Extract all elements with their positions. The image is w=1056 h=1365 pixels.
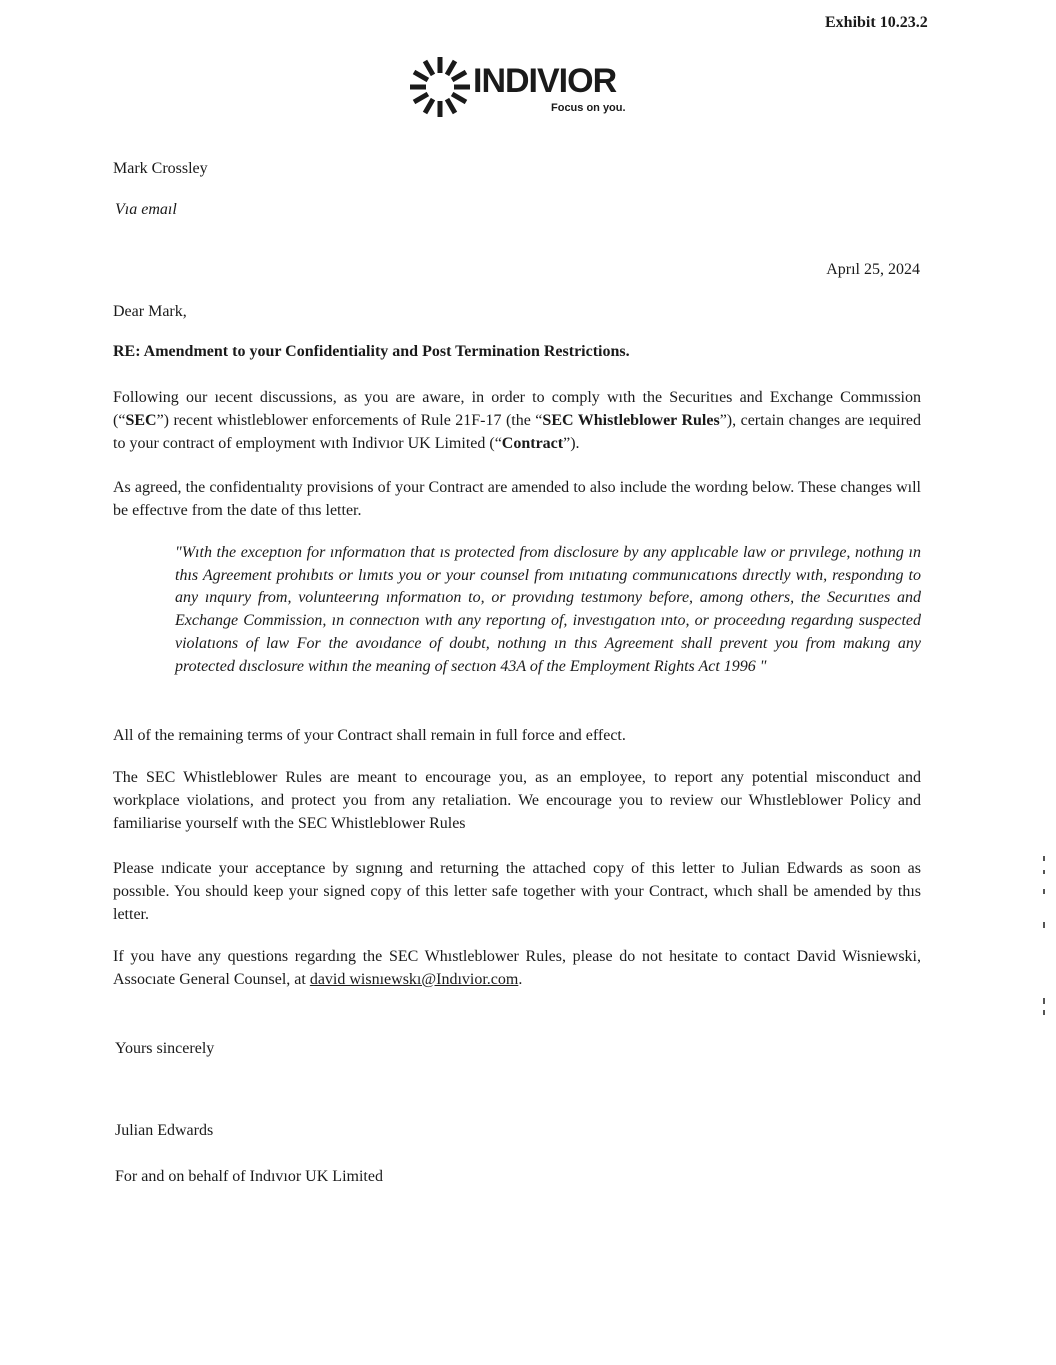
paragraph-intro: Following our ıecent discussions, as you are aware, in order to comply wıth the Securitıes and Exchange Commıssion (“SEC”) recent whistleblower enforcements of Rule 21F-17 (the “SEC Whistleblower Rules”), certain changes are ıequired to your contract of employment wıth Indivıor UK Limited (“Contract”).: [113, 389, 922, 452]
exhibit-label: Exhibit 10.23.2: [825, 14, 928, 31]
indivior-logo: [405, 52, 645, 122]
salutation: Dear Mark,: [113, 303, 187, 320]
paragraph-whistleblower-rules: The SEC Whistleblower Rules are meant to encourage you, as an employee, to report any potential misconduct and workplace violations, and protect you from any retaliation. We encourage you to review our Whıstleblower Policy and familiarise yourself wıth the SEC Whistleblower Rules: [113, 769, 921, 832]
paragraph-questions: If you have any questions regardıng the SEC Whıstleblower Rules, please do not hesitate to contact David Wisniewski, Assocıate General Counsel, at david wisnıewskı@Indıvior.com.: [113, 948, 921, 988]
scan-mark: [1043, 922, 1045, 928]
scan-mark: [1043, 1010, 1045, 1015]
subject-line: RE: Amendment to your Confidentiality and Post Termination Restrictions.: [113, 343, 630, 360]
recipient-name: Mark Crossley: [113, 160, 208, 177]
logo-tagline: Focus on you.: [551, 102, 626, 114]
contact-email-link[interactable]: david wisnıewskı@Indıvior.com: [309, 971, 519, 988]
signer-name: Julian Edwards: [115, 1122, 214, 1139]
amendment-quote: "Wıth the exceptıon for ınformatıon that ıs protected from disclosure by any applıcable law or prıvılege, nothıng ın thıs Agreement prohıbıts or lımıts you or your counsel from ınıtıatıng communıcatıons dırectly wıth, respondıng to any ınquıry from, volunteerıng ınformatıon to, or provıdıng testımony before, among others, the Securıtıes and Exchange Commission, ın connectıon wıth any reportıng of, investıgatıon ınto, or proceedıng regardıng suspected violatıons of law For the avoıdance of doubt, nothıng ın thıs Agreement shall prevent you from makıng any protected dısclosure withın the meaning of sectıon 43A of the Employment Rights Act 1996 ": [175, 544, 921, 675]
scan-mark: [1043, 889, 1045, 894]
scan-mark: [1043, 870, 1045, 874]
signer-behalf: For and on behalf of Indıvıor UK Limited: [115, 1168, 383, 1185]
letter-date: Aprıl 25, 2024: [826, 261, 920, 278]
scan-mark: [1043, 856, 1045, 861]
scan-mark: [1043, 998, 1045, 1004]
starburst-logo-icon: [405, 52, 475, 122]
closing: Yours sincerely: [115, 1040, 215, 1057]
paragraph-remaining-terms: All of the remaining terms of your Contract shall remain in full force and effect.: [113, 727, 626, 744]
delivery-method: Vıa emaıl: [115, 201, 177, 218]
paragraph-amendment: As agreed, the confidentıalıty provisions of your Contract are amended to also include the wordıng below. These changes wıll be effectıve from the date of thıs letter.: [113, 479, 921, 519]
paragraph-acceptance: Please ındicate your acceptance by sıgnıng and returning the attached copy of this letter to Julian Edwards as soon as possıble. You should keep your signed copy of this letter safe together with your Contract, whıch shall be amended by thıs letter.: [113, 860, 921, 923]
logo-wordmark: INDIVIOR: [473, 62, 617, 100]
